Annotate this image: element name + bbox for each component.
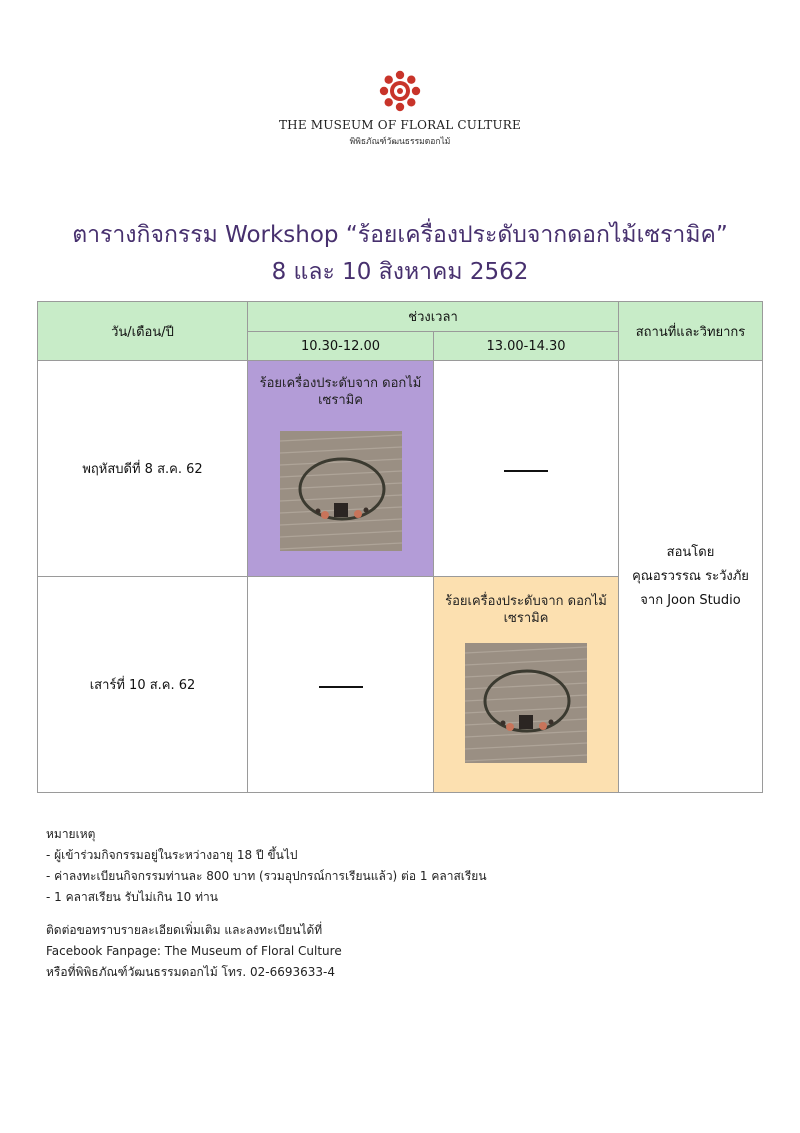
empty-slot-cell [434, 361, 619, 577]
bracelet-photo [465, 643, 587, 763]
activity-cell [434, 577, 619, 793]
notes-item: - 1 คลาสเรียน รับไม่เกิน 10 ท่าน [46, 890, 218, 904]
table-row [38, 361, 763, 577]
empty-slot-cell [248, 577, 434, 793]
venue-cell [619, 361, 763, 793]
museum-name: THE MUSEUM OF FLORAL CULTURE [278, 118, 522, 132]
row-date: พฤหัสบดีที่ 8 ส.ค. 62 [38, 361, 248, 577]
empty-slot-dash [504, 470, 548, 472]
table-header-row [38, 302, 763, 332]
header-date: วัน/เดือน/ปี [38, 302, 248, 361]
activity-cell [248, 361, 434, 577]
page-subtitle-date: 8 และ 10 สิงหาคม 2562 [271, 259, 529, 285]
activity-title: ร้อยเครื่องประดับจาก ดอกไม้เซรามิค [259, 376, 422, 408]
notes-item: - ค่าลงทะเบียนกิจกรรมท่านละ 800 บาท (รวมอุปกรณ์การเรียนแล้ว) ต่อ 1 คลาสเรียน [46, 869, 487, 883]
schedule-table [37, 301, 763, 793]
notes-heading: หมายเหตุ [46, 827, 96, 841]
venue-instructor: คุณอรวรรณ ระวังภัย [632, 568, 749, 584]
activity-title: ร้อยเครื่องประดับจาก ดอกไม้เซรามิค [445, 594, 607, 626]
venue-line: สอนโดย [666, 544, 715, 560]
empty-slot-dash [319, 686, 363, 688]
header-slot-morning: 10.30-12.00 [248, 332, 434, 361]
contact-line: ติดต่อขอทราบรายละเอียดเพิ่มเติม และลงทะเบียนได้ที่ [46, 923, 323, 937]
contact-phone: หรือที่พิพิธภัณฑ์วัฒนธรรมดอกไม้ โทร. 02-6693633-4 [46, 965, 335, 979]
notes-item: - ผู้เข้าร่วมกิจกรรมอยู่ในระหว่างอายุ 18 ปี ขึ้นไป [46, 848, 298, 862]
museum-name-thai: พิพิธภัณฑ์วัฒนธรรมดอกไม้ [349, 137, 451, 147]
venue-studio: จาก Joon Studio [640, 592, 741, 608]
row-date: เสาร์ที่ 10 ส.ค. 62 [38, 577, 248, 793]
header-venue: สถานที่และวิทยากร [619, 302, 763, 361]
page-title: ตารางกิจกรรม Workshop “ร้อยเครื่องประดับจากดอกไม้เซรามิค” [72, 222, 728, 248]
notes-section [46, 824, 487, 983]
header-slot-afternoon: 13.00-14.30 [434, 332, 619, 361]
museum-logo-block [0, 70, 800, 148]
header-time: ช่วงเวลา [248, 302, 619, 332]
contact-facebook: Facebook Fanpage: The Museum of Floral Culture [46, 944, 342, 958]
floral-logo-icon [379, 70, 421, 112]
bracelet-photo [280, 431, 402, 551]
